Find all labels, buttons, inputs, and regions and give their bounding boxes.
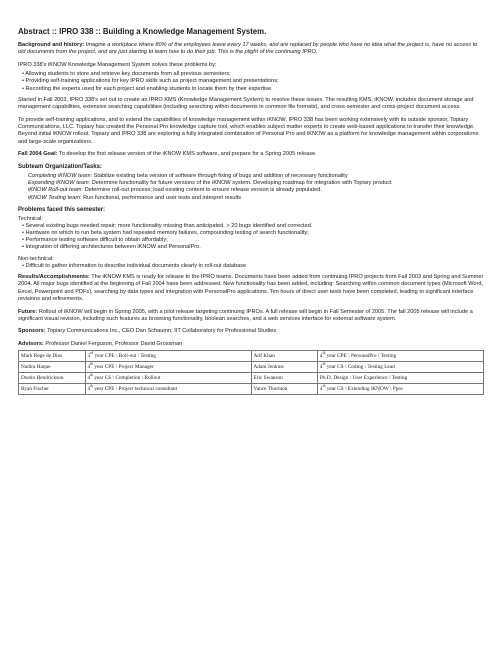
year-number: 3	[87, 353, 91, 360]
member-role: 4th year CPE \ Project technical consultant	[85, 384, 251, 395]
subteam-text: Stabilize existing beta version of software through fixing of bugs and addition of necessary functionality	[93, 172, 348, 179]
problems-intro: IPRO 338's iKNOW Knowledge Management System solves these problems by:	[18, 61, 217, 68]
results-text: The iKNOW KMS is ready for release to the IPRO teams. Documents have been added from continuing IPRO projects from Fall 2003 and Spring and Summer 2004. All major bugs identified at the beginning of Fall 2004 have been addressed. New functionality has been added, including: Searching within common document types (Microsoft Word, Excel, Powerpoint and PDFs), searching by data types and integration with PersonalPro applications. Ten hours of direct user tests have been completed, leading to significant interface revisions and refinements.	[18, 273, 484, 303]
role-text: year CPE \ Project Manager	[92, 364, 154, 371]
list-item: • Difficult to gather information to describe individual documents clearly in roll-out database	[22, 263, 484, 270]
year-number: 4	[319, 353, 323, 360]
subteam-text: Run functional, performance and user tests and interpret results	[83, 194, 242, 201]
advisors-text: Professor Daniel Ferguson, Professor David Grossman	[45, 340, 183, 347]
list-item: • Performance testing software difficult to obtain affordably;	[22, 237, 484, 244]
goal-label: Fall 2004 Goal:	[18, 151, 58, 158]
technical-label: Technical:	[18, 215, 43, 222]
member-role: 3rd year CPE \ Roll-out \ Testing	[85, 351, 251, 362]
list-item	[28, 173, 484, 180]
member-name: Nadira Haque	[19, 362, 86, 373]
goal-paragraph	[18, 151, 484, 158]
advisors-label: Advisors:	[18, 340, 44, 347]
sponsors-label: Sponsors:	[18, 328, 46, 335]
subteam-text: Determine roll-out process; load existing content to ensure release version is already populated.	[84, 187, 322, 194]
solutions-list	[18, 71, 484, 93]
member-name: Vance Thornton	[251, 384, 317, 395]
member-name: Dustin Hendrickson	[19, 373, 86, 384]
background-paragraph	[18, 42, 484, 57]
future-label: Future:	[18, 308, 38, 315]
member-role: 4th year CPE \ Project Manager	[85, 362, 251, 373]
list-item: • Several existing bugs needed repair; more functionality missing than anticipated. > 20 bugs identified and corrected.	[22, 223, 484, 230]
role-text: year CPE \ Roll-out \ Testing	[93, 353, 156, 360]
member-role: 4th year CS \ Completion \ Rollout	[85, 373, 251, 384]
table-row	[19, 351, 484, 362]
list-item: • Integration of differing architectures between iKNOW and PersonalPro.	[22, 244, 484, 251]
list-item: • Recording the experts used for each project and enabling students to locate them by their expertise.	[22, 86, 484, 93]
member-name: Eric Swanson	[251, 373, 317, 384]
member-name: Ryan Fischer	[19, 384, 86, 395]
list-item: • Hardware on which to run beta system had repeated memory failures, compounding testing of search functionality;	[22, 230, 484, 237]
nontechnical-label: Non-technical:	[18, 255, 54, 262]
team-members-table	[18, 350, 484, 395]
subteam-name: iKNOW Roll-out team:	[28, 187, 84, 194]
technical-list	[18, 223, 484, 252]
member-name: Atif Khan	[251, 351, 317, 362]
member-name: Adam Jenkins	[251, 362, 317, 373]
role-text: year CS \ Extending iKNOW \ Ppro	[325, 386, 403, 393]
table-row	[19, 362, 484, 373]
member-role: 4th year CS \ Extending iKNOW \ Ppro	[317, 384, 483, 395]
results-paragraph	[18, 274, 484, 304]
advisors-paragraph	[18, 341, 484, 348]
sponsors-paragraph	[18, 328, 484, 335]
history-paragraph-2: To provide self-training applications, and to extend the capabilities of knowledge management within iKNOW, IPRO 338 has been working extensively with its outside sponsor, Topiary Communications, LLC. Topiary has created the Personal Pro knowledge capture tool, which enables subject matter experts to create web-based applications to transfer their knowledge. Beyond initial iKNOW rollout, Topiary and IPRO 338 are exploring a fully integrated combination of Personal Pro and iKNOW as a platform for knowledge management within corporations and large-scale organizations.	[18, 116, 479, 145]
list-item: • Allowing students to store and retrieve key documents from all previous semesters;	[22, 71, 484, 78]
year-number: 4	[319, 364, 323, 371]
sponsors-text: Topiary Communications Inc., CEO Dan Schaumn; IIT Collaboratory for Professional Studies	[47, 328, 277, 335]
member-name: Mark Rege de Dios	[19, 351, 86, 362]
subteam-name: Completing iKNOW team:	[28, 172, 93, 179]
background-text: Imagine a workplace where 80% of the employees leave every 17 weeks, and are replaced by people who have no idea what the project is, have no access to old documents from the project, and are just starting to learn how to do their job. This is the plight of the continuing IPRO.	[18, 42, 478, 56]
document-page	[18, 27, 484, 395]
list-item	[28, 180, 484, 187]
subteam-name: iKNOW Testing team:	[28, 194, 82, 201]
list-item	[28, 195, 484, 202]
list-item: • Providing self-training applications for key IPRO skills such as project management and presentations;	[22, 78, 484, 85]
history-paragraph-1: Started in Fall 2003, IPRO 338's set out to create an IPRO KMS (Knowledge Management System) to resolve these issues. The resulting KMS, iKNOW, includes document storage and management capabilities, extensive searching capabilities (including searching within documents in common file formats), and cross-semester and cross-project document access.	[18, 96, 474, 111]
future-paragraph	[18, 309, 484, 324]
background-label: Background and history:	[18, 42, 85, 48]
results-label: Results/Accomplishments:	[18, 273, 90, 280]
member-role: 4th year CPE \ PersonalPro \ Testing	[317, 351, 483, 362]
table-row	[19, 373, 484, 384]
table-row	[19, 384, 484, 395]
document-title: Abstract :: IPRO 338 :: Building a Knowledge Management System.	[18, 27, 267, 36]
goal-text: To develop the first release version of the iKNOW KMS software, and prepare for a Spring 2005 release.	[58, 151, 317, 158]
role-text: year CPE \ PersonalPro \ Testing	[325, 353, 397, 360]
subteam-text: Determine functionality for future versions of the iKNOW system. Developing roadmap for integration with Topiary product	[91, 179, 392, 186]
role-text: year CPE \ Project technical consultant	[92, 386, 178, 393]
subteam-name: Expanding iKNOW team:	[28, 179, 91, 186]
member-role: Ph.D. Design \ User Experience \ Testing	[317, 373, 483, 384]
future-text: Rollout of iKNOW will begin in Spring 2005, with a pilot release targeting continuing IPROs. A full release will begin in Fall Semester of 2005. The fall 2005 release will include a significant visual revision, including such features as browsing functionality, boolean searches, and a web services interface for external software system.	[18, 308, 473, 322]
year-number: 4	[87, 386, 91, 393]
member-role: 4th year CS \ Coding \ Testing Lead	[317, 362, 483, 373]
year-number: 4	[87, 375, 91, 382]
year-number: 4	[87, 364, 91, 371]
subteam-list	[28, 173, 484, 202]
problems-heading: Problems faced this semester:	[18, 206, 106, 213]
list-item	[28, 187, 484, 194]
role-text: year CS \ Completion \ Rollout	[92, 375, 161, 382]
role-text: year CS \ Coding \ Testing Lead	[325, 364, 395, 371]
nontechnical-list	[18, 263, 484, 270]
subteam-heading: Subteam Organization/Tasks:	[18, 163, 102, 170]
year-number: 4	[319, 386, 323, 393]
